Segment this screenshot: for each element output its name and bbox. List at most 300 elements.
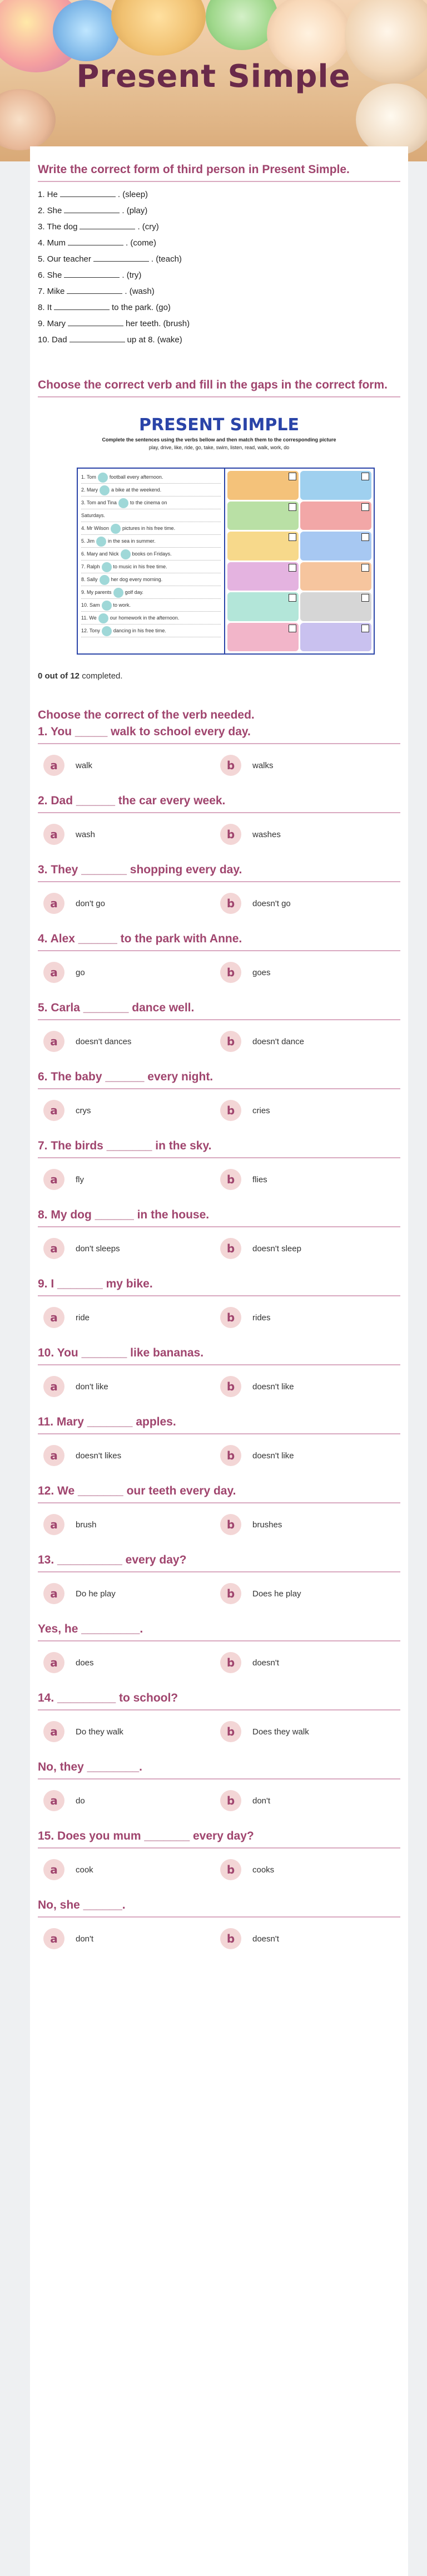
option-text: walks	[252, 760, 274, 770]
match-checkbox[interactable]	[289, 594, 296, 602]
match-checkbox[interactable]	[361, 564, 369, 572]
match-checkbox[interactable]	[289, 625, 296, 632]
option-a-button[interactable]	[38, 1513, 215, 1536]
divider	[38, 743, 400, 744]
option-text: doesn't like	[252, 1451, 294, 1461]
answer-dropdown[interactable]	[100, 575, 110, 585]
sentence-suffix: dancing in his free time.	[113, 628, 166, 633]
answer-input[interactable]	[80, 221, 135, 229]
option-b-button[interactable]	[215, 1582, 391, 1605]
question	[38, 1208, 400, 1260]
divider	[38, 1019, 400, 1020]
picture-cell	[300, 502, 371, 530]
item-prefix: 9. Mary	[38, 319, 66, 328]
header-banner	[0, 0, 427, 161]
divider	[38, 181, 400, 182]
option-a-button[interactable]	[38, 1928, 215, 1950]
option-letter: a	[43, 893, 64, 914]
option-text: doesn't	[252, 1658, 279, 1668]
item-suffix: . (teach)	[151, 254, 182, 264]
option-text: Does he play	[252, 1589, 301, 1599]
option-text: fly	[76, 1174, 84, 1184]
options	[38, 961, 400, 984]
answer-input[interactable]	[60, 189, 116, 197]
option-text: cooks	[252, 1865, 275, 1875]
option-letter: b	[220, 1652, 241, 1673]
option-letter: a	[43, 1238, 64, 1259]
option-text: wash	[76, 829, 96, 839]
question-title: 12. We _______ our teeth every day.	[38, 1484, 236, 1497]
sentence-suffix: her dog every morning.	[111, 577, 163, 582]
options	[38, 1790, 400, 1812]
fill-in-item	[38, 269, 400, 282]
question-title: 11. Mary _______ apples.	[38, 1415, 176, 1428]
option-b-button[interactable]	[215, 1928, 391, 1950]
option-letter: a	[43, 1859, 64, 1880]
answer-dropdown[interactable]	[100, 485, 110, 495]
option-letter: a	[43, 1376, 64, 1397]
item-prefix: 1. He	[38, 190, 58, 199]
question-title: 9. I _______ my bike.	[38, 1277, 153, 1290]
question	[38, 1830, 400, 1881]
question-title: 6. The baby ______ every night.	[38, 1070, 214, 1083]
option-a-button[interactable]	[38, 1790, 215, 1812]
worksheet-sentence	[81, 612, 221, 625]
option-b-button[interactable]	[215, 1099, 391, 1122]
match-checkbox[interactable]	[289, 473, 296, 480]
sentence-suffix: football every afternoon.	[109, 474, 163, 480]
answer-dropdown[interactable]	[102, 562, 112, 572]
divider	[38, 396, 400, 397]
question-title: 13. __________ every day?	[38, 1554, 187, 1566]
picture-cell	[227, 502, 299, 530]
item-suffix: . (try)	[122, 271, 142, 280]
sentence-number: 9.	[81, 589, 86, 595]
match-checkbox[interactable]	[289, 503, 296, 511]
progress-text	[38, 671, 400, 681]
options	[38, 1444, 400, 1467]
item-suffix: her teeth. (brush)	[126, 319, 190, 328]
option-text: doesn't sleep	[252, 1243, 301, 1253]
sentence-number: 2.	[81, 487, 86, 493]
answer-input[interactable]	[64, 205, 120, 213]
divider	[38, 1502, 400, 1503]
shell-image	[206, 0, 278, 50]
option-letter: b	[220, 1307, 241, 1328]
option-text: don't go	[76, 898, 105, 908]
item-prefix: 5. Our teacher	[38, 254, 91, 264]
option-text: Does they walk	[252, 1727, 309, 1737]
match-checkbox[interactable]	[361, 533, 369, 541]
option-b-button[interactable]	[215, 1306, 391, 1329]
question	[38, 1899, 400, 1950]
answer-dropdown[interactable]	[121, 549, 131, 559]
shell-image	[111, 0, 206, 56]
answer-dropdown[interactable]	[111, 524, 121, 534]
question-title: 10. You _______ like bananas.	[38, 1346, 204, 1359]
option-text: don't sleeps	[76, 1243, 120, 1253]
worksheet-sentence	[81, 599, 221, 612]
option-b-button[interactable]	[215, 1168, 391, 1191]
answer-dropdown[interactable]	[98, 473, 108, 483]
item-suffix: . (come)	[126, 238, 157, 248]
divider	[38, 1916, 400, 1918]
sentence-prefix: Tom	[86, 474, 96, 480]
worksheet-sentences	[78, 469, 225, 653]
option-b-button[interactable]	[215, 1720, 391, 1743]
divider	[38, 881, 400, 882]
worksheet-verb-list: play, drive, like, ride, go, take, swim, listen, read, walk, work, do	[148, 445, 290, 450]
divider	[38, 1364, 400, 1365]
option-a-button[interactable]	[38, 1582, 215, 1605]
options	[38, 1030, 400, 1053]
fill-in-item	[38, 334, 400, 346]
sentence-suffix: books on Fridays.	[132, 551, 172, 557]
item-suffix: . (play)	[122, 206, 148, 215]
shell-image	[0, 89, 56, 150]
option-text: don't like	[76, 1382, 108, 1392]
item-prefix: 6. She	[38, 271, 62, 280]
worksheet-instructions: Complete the sentences using the verbs bellow and then match them to the corresponding picture	[102, 437, 336, 443]
question	[38, 1761, 400, 1812]
option-b-button[interactable]	[215, 823, 391, 845]
sentence-number: 4.	[81, 525, 86, 531]
question-title: 3. They _______ shopping every day.	[38, 863, 242, 876]
worksheet-sentence	[81, 509, 221, 522]
worksheet-sentence	[81, 625, 221, 637]
fill-in-item	[38, 286, 400, 298]
option-b-button[interactable]	[215, 1375, 391, 1398]
option-text: doesn't dances	[76, 1036, 132, 1046]
question	[38, 1415, 400, 1467]
worksheet-sentence	[81, 471, 221, 484]
options	[38, 1928, 400, 1950]
picture-cell	[227, 623, 299, 652]
item-prefix: 7. Mike	[38, 287, 65, 296]
option-letter: b	[220, 1859, 241, 1880]
sentence-prefix: Jim	[87, 538, 95, 544]
option-letter: b	[220, 824, 241, 845]
picture-cell	[227, 471, 299, 500]
sentence-prefix: Tony	[89, 628, 100, 633]
option-letter: a	[43, 1169, 64, 1190]
sentence-suffix: pictures in his free time.	[122, 525, 176, 531]
answer-dropdown[interactable]	[118, 498, 128, 508]
section-title: Choose the correct of the verb needed.	[38, 709, 255, 721]
answer-input[interactable]	[67, 286, 122, 294]
fill-in-item	[38, 318, 400, 330]
option-b-button[interactable]	[215, 1513, 391, 1536]
match-checkbox[interactable]	[361, 625, 369, 632]
options	[38, 1375, 400, 1398]
sentence-number: 8.	[81, 577, 86, 582]
option-letter: a	[43, 824, 64, 845]
question-title: 8. My dog ______ in the house.	[38, 1208, 210, 1221]
sentence-number: 11.	[81, 615, 88, 621]
option-a-button[interactable]	[38, 1030, 215, 1053]
divider	[38, 1088, 400, 1089]
options	[38, 1651, 400, 1674]
options	[38, 1582, 400, 1605]
fill-in-item	[38, 237, 400, 249]
option-letter: a	[43, 1790, 64, 1811]
option-letter: a	[43, 1721, 64, 1742]
options	[38, 1859, 400, 1881]
worksheet-sentence	[81, 484, 221, 496]
answer-input[interactable]	[68, 237, 123, 245]
item-suffix: to the park. (go)	[112, 303, 171, 312]
option-letter: b	[220, 893, 241, 914]
question	[38, 725, 400, 776]
sentence-suffix: to work.	[113, 602, 131, 608]
sentence-prefix: We	[89, 615, 97, 621]
worksheet-pictures	[225, 469, 374, 653]
item-prefix: 8. It	[38, 303, 52, 312]
fill-in-list	[38, 189, 400, 346]
option-text: Do they walk	[76, 1727, 123, 1737]
sentence-number: 5.	[81, 538, 86, 544]
answer-dropdown[interactable]	[96, 537, 106, 547]
question-title: 15. Does you mum _______ every day?	[38, 1830, 254, 1842]
sentence-prefix: Saturdays.	[81, 513, 106, 518]
question-title: Yes, he _________.	[38, 1623, 143, 1635]
option-letter: b	[220, 1169, 241, 1190]
sentence-suffix: our homework in the afternoon.	[110, 615, 180, 621]
question	[38, 1277, 400, 1329]
divider	[38, 1640, 400, 1641]
picture-cell	[300, 592, 371, 621]
option-text: cook	[76, 1865, 93, 1875]
match-checkbox[interactable]	[289, 533, 296, 541]
option-a-button[interactable]	[38, 1099, 215, 1122]
worksheet-box	[77, 468, 375, 655]
divider	[38, 1157, 400, 1158]
option-letter: a	[43, 1928, 64, 1949]
option-a-button[interactable]	[38, 823, 215, 845]
divider	[38, 1433, 400, 1434]
worksheet-sentence	[81, 573, 221, 586]
question	[38, 1623, 400, 1674]
sentence-number: 10.	[81, 602, 88, 608]
item-prefix: 10. Dad	[38, 335, 67, 345]
answer-input[interactable]	[54, 302, 110, 310]
question-title: No, they ________.	[38, 1761, 142, 1773]
options	[38, 754, 400, 776]
divider	[38, 1847, 400, 1849]
options	[38, 1237, 400, 1260]
question-title: 4. Alex ______ to the park with Anne.	[38, 932, 242, 945]
picture-cell	[300, 532, 371, 561]
sentence-number: 7.	[81, 564, 86, 569]
option-letter: b	[220, 1928, 241, 1949]
option-b-button[interactable]	[215, 1030, 391, 1053]
option-b-button[interactable]	[215, 1444, 391, 1467]
option-text: crys	[76, 1105, 91, 1115]
option-letter: b	[220, 1721, 241, 1742]
answer-input[interactable]	[68, 318, 123, 326]
answer-dropdown[interactable]	[98, 613, 108, 623]
question	[38, 1346, 400, 1398]
question-title: No, she ______.	[38, 1899, 126, 1911]
sentence-prefix: Mary and Nick	[87, 551, 119, 557]
section-title: Write the correct form of third person in Present Simple.	[38, 163, 350, 176]
worksheet-sentence	[81, 522, 221, 535]
option-letter: a	[43, 1307, 64, 1328]
option-text: doesn't	[252, 1934, 279, 1944]
item-suffix: . (wash)	[125, 287, 155, 296]
divider	[38, 1571, 400, 1572]
option-text: does	[76, 1658, 94, 1668]
option-text: cries	[252, 1105, 270, 1115]
fill-in-item	[38, 221, 400, 233]
question	[38, 794, 400, 845]
option-letter: a	[43, 1583, 64, 1604]
answer-input[interactable]	[93, 253, 149, 262]
section-title: Choose the correct verb and fill in the gaps in the correct form.	[38, 378, 388, 391]
option-text: doesn't go	[252, 898, 291, 908]
page-title: Present Simple	[76, 58, 351, 95]
option-text: rides	[252, 1312, 271, 1323]
option-a-button[interactable]	[38, 1168, 215, 1191]
sentence-prefix: Mary	[87, 487, 98, 493]
option-b-button[interactable]	[215, 892, 391, 915]
option-letter: a	[43, 1514, 64, 1535]
option-text: go	[76, 967, 85, 977]
item-suffix: . (sleep)	[117, 190, 148, 199]
question-title: 14. _________ to school?	[38, 1692, 178, 1704]
worksheet-sentence	[81, 561, 221, 573]
sentence-suffix: in the sea in summer.	[108, 538, 156, 544]
option-text: do	[76, 1796, 85, 1806]
option-letter: b	[220, 1031, 241, 1052]
answer-input[interactable]	[64, 269, 120, 278]
option-a-button[interactable]	[38, 1375, 215, 1398]
question	[38, 1139, 400, 1191]
options	[38, 1306, 400, 1329]
sentence-suffix: to music in his free time.	[113, 564, 167, 569]
sentence-number: 3.	[81, 500, 86, 505]
option-b-button[interactable]	[215, 1237, 391, 1260]
option-b-button[interactable]	[215, 961, 391, 984]
option-letter: a	[43, 1100, 64, 1121]
picture-cell	[227, 592, 299, 621]
options	[38, 1099, 400, 1122]
option-a-button[interactable]	[38, 1444, 215, 1467]
question	[38, 1554, 400, 1605]
option-letter: b	[220, 1583, 241, 1604]
shell-image	[53, 0, 120, 61]
divider	[38, 1709, 400, 1710]
option-letter: b	[220, 1514, 241, 1535]
option-letter: a	[43, 755, 64, 776]
worksheet-card	[30, 146, 408, 2576]
question	[38, 1484, 400, 1536]
option-a-button[interactable]	[38, 892, 215, 915]
option-letter: a	[43, 1445, 64, 1466]
option-text: don't	[252, 1796, 271, 1806]
option-a-button[interactable]	[38, 1720, 215, 1743]
option-letter: b	[220, 1100, 241, 1121]
option-b-button[interactable]	[215, 1859, 391, 1881]
question	[38, 1001, 400, 1053]
question-title: 1. You _____ walk to school every day.	[38, 725, 251, 738]
answer-dropdown[interactable]	[102, 626, 112, 636]
sentence-prefix: Ralph	[87, 564, 100, 569]
option-b-button[interactable]	[215, 1790, 391, 1812]
divider	[38, 1226, 400, 1227]
option-a-button[interactable]	[38, 1306, 215, 1329]
worksheet-title: PRESENT SIMPLE	[139, 415, 299, 435]
picture-cell	[227, 532, 299, 561]
options	[38, 892, 400, 915]
match-checkbox[interactable]	[361, 594, 369, 602]
option-text: don't	[76, 1934, 94, 1944]
answer-dropdown[interactable]	[102, 601, 112, 611]
sentence-prefix: Sally	[87, 577, 98, 582]
item-prefix: 4. Mum	[38, 238, 66, 248]
option-text: doesn't likes	[76, 1451, 122, 1461]
option-text: brushes	[252, 1520, 282, 1530]
option-letter: a	[43, 962, 64, 983]
option-a-button[interactable]	[38, 1651, 215, 1674]
question-title: 5. Carla _______ dance well.	[38, 1001, 195, 1014]
option-text: walk	[76, 760, 93, 770]
divider	[38, 950, 400, 951]
option-b-button[interactable]	[215, 1651, 391, 1674]
options	[38, 1168, 400, 1191]
picture-cell	[300, 471, 371, 500]
worksheet-sentence	[81, 586, 221, 599]
option-text: washes	[252, 829, 281, 839]
sentence-suffix: golf day.	[125, 589, 143, 595]
option-letter: b	[220, 962, 241, 983]
match-checkbox[interactable]	[289, 564, 296, 572]
options	[38, 1513, 400, 1536]
option-a-button[interactable]	[38, 961, 215, 984]
divider	[38, 812, 400, 813]
worksheet-image	[63, 415, 375, 655]
question	[38, 1070, 400, 1122]
item-suffix: up at 8. (wake)	[127, 335, 182, 345]
options	[38, 1720, 400, 1743]
item-prefix: 3. The dog	[38, 222, 78, 232]
fill-in-item	[38, 205, 400, 217]
answer-dropdown[interactable]	[113, 588, 123, 598]
sentence-prefix: Mr Wilson	[87, 525, 110, 531]
sentence-number: 1.	[81, 474, 86, 480]
option-a-button[interactable]	[38, 754, 215, 776]
option-letter: a	[43, 1652, 64, 1673]
option-a-button[interactable]	[38, 1237, 215, 1260]
option-letter: b	[220, 1790, 241, 1811]
option-a-button[interactable]	[38, 1859, 215, 1881]
option-letter: b	[220, 1376, 241, 1397]
worksheet-sentence	[81, 496, 221, 509]
match-checkbox[interactable]	[361, 473, 369, 480]
match-checkbox[interactable]	[361, 503, 369, 511]
answer-input[interactable]	[69, 334, 125, 342]
progress-suffix: completed.	[82, 671, 123, 681]
picture-cell	[227, 562, 299, 591]
picture-cell	[300, 562, 371, 591]
item-prefix: 2. She	[38, 206, 62, 215]
question	[38, 863, 400, 915]
option-letter: b	[220, 755, 241, 776]
option-b-button[interactable]	[215, 754, 391, 776]
option-letter: a	[43, 1031, 64, 1052]
option-text: doesn't like	[252, 1382, 294, 1392]
question	[38, 1692, 400, 1743]
